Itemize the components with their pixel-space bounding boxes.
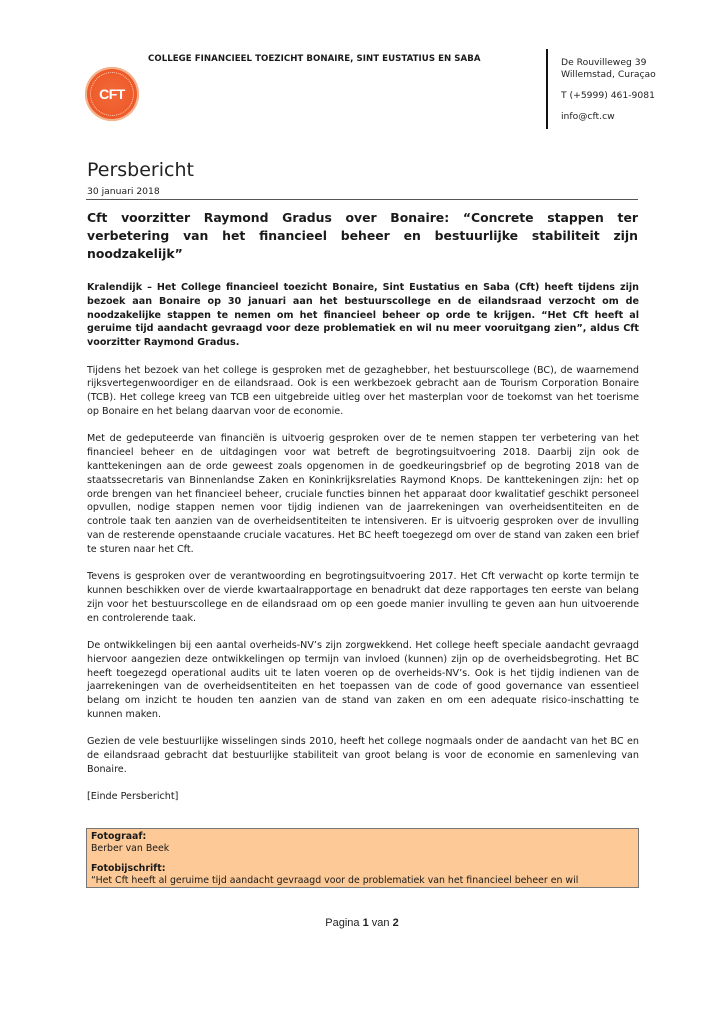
body-paragraph: De ontwikkelingen bij een aantal overheids-NV’s zijn zorgwekkend. Het college heeft speciale aandacht gevraagd hiervoor aangezien deze ontwikkelingen op termijn van invloed (kunnen) zijn op de overheidsbegroting. Het BC heeft toegezegd operational audits uit te laten voeren op de overheids-NV’s. Ook is het tijdig indienen van de jaarrekeningen van de overheidsentiteiten en het toepassen van de code of good governance van essentieel belang om inzicht te houden ten aanzien van de stand van zaken en om een adequate risico-inschatting te kunnen maken.	[87, 639, 639, 720]
photographer-name: Berber van Beek	[91, 842, 170, 854]
title-rule	[86, 199, 638, 200]
total-pages: 2	[392, 917, 399, 929]
header-divider	[546, 49, 548, 129]
phone-number: T (+5999) 461-9081	[561, 90, 655, 101]
email-address[interactable]: info@cft.cw	[561, 111, 615, 122]
body-paragraph: Met de gedeputeerde van financiën is uitvoerig gesproken over de te nemen stappen ter verbetering van het financieel beheer en de uitdagingen voor wat betreft de begrotingsuitvoering 2018. Daarbij zijn ook de kanttekeningen aan de orde geweest zoals opgenomen in de goedkeuringsbrief op de begroting 2018 van de staatssecretaris van Binnenlandse Zaken en Koninkrijksrelaties Raymond Knops. De kanttekeningen zijn: het op orde brengen van het financieel beheer, cruciale functies binnen het apparaat door kwalitatief geschikt personeel opvullen, nodige stappen nemen voor tijdig indienen van de jaarrekeningen van overheidsentiteiten en de controle taak ten aanzien van de overheidsentiteiten te intensiveren. Er is uitvoerig gesproken over de invulling van de resterende openstaande cruciale vacatures. Het BC heeft toegezegd om over de stand van zaken een brief te sturen naar het Cft.	[87, 433, 639, 555]
page-number: Pagina 1 van 2	[325, 917, 399, 929]
article-body	[87, 281, 639, 818]
body-paragraph: Tevens is gesproken over de verantwoording en begrotingsuitvoering 2017. Het Cft verwacht op korte termijn te kunnen beschikken over de vierde kwartaalrapportage en benadrukt dat deze rapportages ten eerste van belang zijn voor het bestuurscollege en de eilandsraad om op een goede manier invulling te geven aan hun uitvoerende en controlerende taak.	[87, 571, 639, 624]
current-page: 1	[362, 917, 369, 929]
logo-text: CFT	[99, 86, 125, 102]
address-street: De Rouvilleweg 39	[561, 57, 647, 68]
photographer-label: Fotograaf:	[91, 831, 147, 842]
caption-label: Fotobijschrift:	[91, 863, 166, 875]
headline: Cft voorzitter Raymond Gradus over Bonaire: “Concrete stappen ter verbetering van het financieel beheer en bestuurlijke stabiliteit zijn noodzakelijk”	[87, 210, 638, 261]
body-paragraph: Gezien de vele bestuurlijke wisselingen sinds 2010, heeft het college nogmaals onder de aandacht van het BC en de eilandsraad gebracht dat bestuurlijke stabiliteit van groot belang is voor de economie en samenleving van Bonaire.	[87, 736, 639, 775]
contact-block	[561, 57, 656, 123]
photo-caption: “Het Cft heeft al geruime tijd aandacht gevraagd voor de problematiek van het financieel beheer en wil	[91, 874, 579, 886]
address-city: Willemstad, Curaçao	[561, 69, 656, 80]
document-date: 30 januari 2018	[87, 186, 160, 197]
photo-credit-box	[86, 828, 639, 888]
end-marker: [Einde Persbericht]	[87, 791, 179, 803]
organization-name: COLLEGE FINANCIEEL TOEZICHT BONAIRE, SINT EUSTATIUS EN SABA	[148, 54, 481, 64]
lead-paragraph: Kralendijk – Het College financieel toezicht Bonaire, Sint Eustatius en Saba (Cft) heeft tijdens zijn bezoek aan Bonaire op 30 januari aan het bestuurscollege en de eilandsraad verzocht om de noodzakelijke stappen te nemen om het financieel beheer op orde te krijgen. “Het Cft heeft al geruime tijd aandacht gevraagd voor deze problematiek en wil nu meer vooruitgang zien”, aldus Cft voorzitter Raymond Gradus.	[87, 282, 639, 349]
document-type-title: Persbericht	[87, 159, 194, 181]
cft-logo	[85, 67, 139, 121]
body-paragraph: Tijdens het bezoek van het college is gesproken met de gezaghebber, het bestuurscollege (BC), de waarnemend rijksvertegenwoordiger en de eilandsraad. Ook is een werkbezoek gebracht aan de Tourism Corporation Bonaire (TCB). Het college kreeg van TCB een uitgebreide uitleg over het masterplan voor de toekomst van het toerisme op Bonaire en het belang daarvan voor de economie.	[87, 364, 639, 417]
